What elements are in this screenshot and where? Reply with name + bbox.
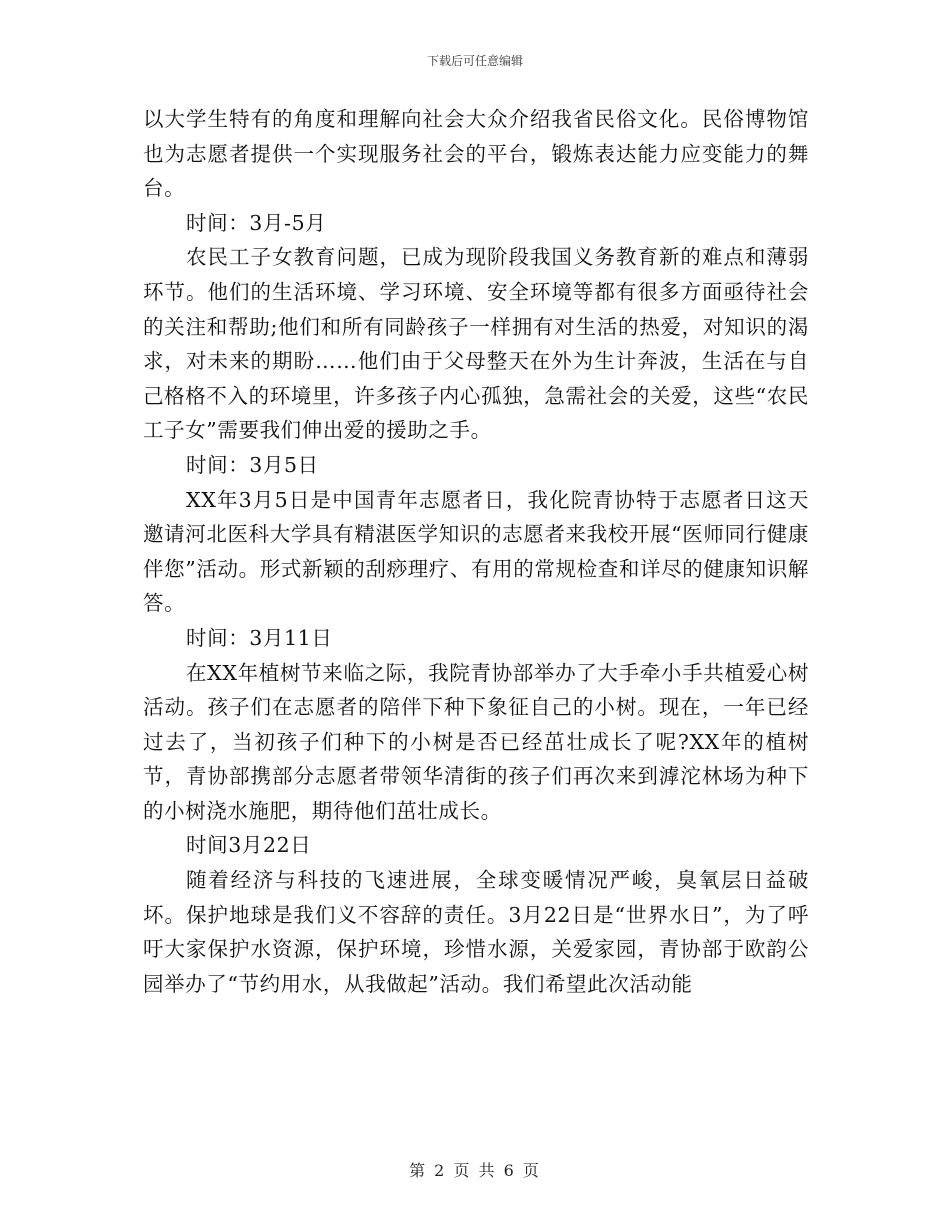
paragraph-volunteer-day: XX年3月5日是中国青年志愿者日，我化院青协特于志愿者日这天邀请河北医科大学具有精湛医学知识的志愿者来我校开展“医师同行健康伴您”活动。形式新颖的刮痧理疗、有用的常规检查和详尽的健康知识解答。 [143, 487, 809, 616]
heading-time-mar-may: 时间：3月-5月 [186, 210, 327, 235]
heading-time-mar-5: 时间：3月5日 [186, 452, 319, 477]
paragraph-intro: 以大学生特有的角度和理解向社会大众介绍我省民俗文化。民俗博物馆也为志愿者提供一个实现服务社会的平台，锻炼表达能力应变能力的舞台。 [143, 107, 809, 201]
paragraph-migrant-children: 农民工子女教育问题，已成为现阶段我国义务教育新的难点和薄弱环节。他们的生活环境、学习环境、安全环境等都有很多方面亟待社会的关注和帮助;他们和所有同龄孩子一样拥有对生活的热爱，对知识的渴求，对未来的期盼……他们由于父母整天在外为生计奔波，生活在与自己格格不入的环境里，许多孩子内心孤独，急需社会的关爱，这些“农民工子女”需要我们伸出爱的援助之手。 [143, 245, 809, 443]
paragraph-arbor-day: 在XX年植树节来临之际，我院青协部举办了大手牵小手共植爱心树活动。孩子们在志愿者的陪伴下种下象征自己的小树。现在，一年已经过去了，当初孩子们种下的小树是否已经茁壮成长了呢?XX年的植树节，青协部携部分志愿者带领华清街的孩子们再次来到滹沱林场为种下的小树浇水施肥，期待他们茁壮成长。 [143, 660, 809, 823]
document-body [143, 102, 809, 1001]
page-number-footer: 第 2 页 共 6 页 [409, 1161, 541, 1180]
heading-time-mar-22: 时间3月22日 [186, 833, 312, 858]
heading-time-mar-11: 时间：3月11日 [186, 625, 333, 650]
paragraph-water-day: 随着经济与科技的飞速进展，全球变暖情况严峻，臭氧层日益破坏。保护地球是我们义不容辞的责任。3月22日是“世界水日”，为了呼吁大家保护水资源，保护环境，珍惜水源，关爱家园，青协部于欧韵公园举办了“节约用水，从我做起”活动。我们希望此次活动能 [143, 868, 809, 996]
page-header-note: 下载后可任意编辑 [426, 54, 523, 68]
